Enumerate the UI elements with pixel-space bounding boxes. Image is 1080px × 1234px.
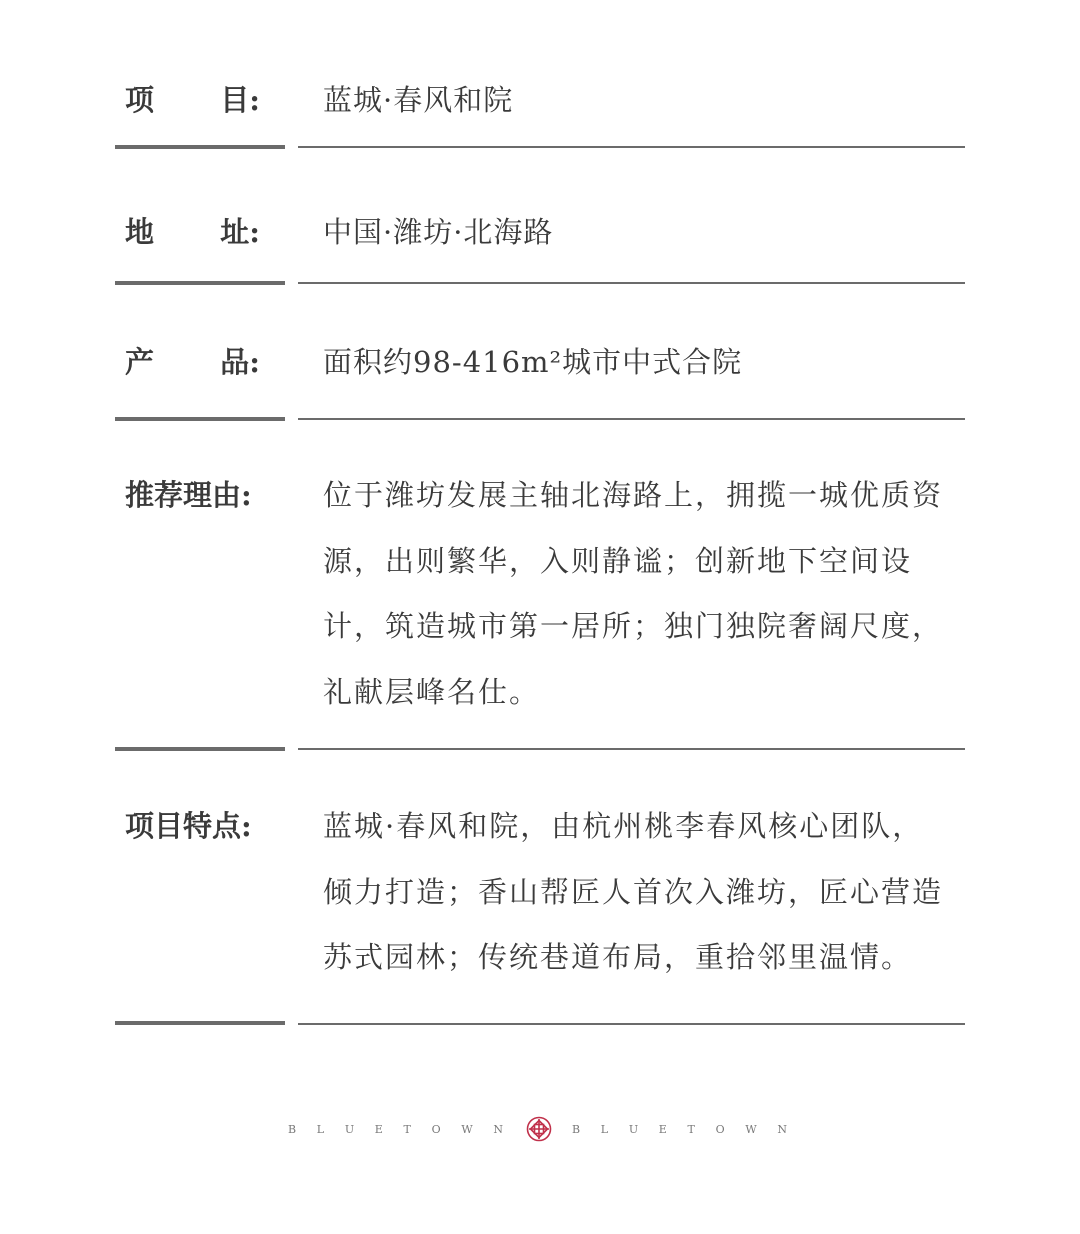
divider-right [298,748,965,750]
row-value: 蓝城·春风和院，由杭州桃李春风核心团队，倾力打造；香山帮匠人首次入潍坊，匠心营造苏式园林；传统巷道布局，重拾邻里温情。 [323,809,944,974]
label-char: 产 [125,345,155,379]
footer-letter: B [572,1123,581,1136]
footer-letter: B [288,1123,297,1136]
footer-letter: L [600,1123,609,1136]
label-char: 址: [220,215,260,249]
divider-left [115,747,285,751]
footer-brand-left [288,1123,503,1136]
row-label [125,80,260,120]
row-label: 项目特点: [125,809,252,843]
divider-right [298,1023,965,1025]
divider-left [115,1021,285,1025]
row-value: 面积约98-416m²城市中式合院 [323,345,743,379]
footer-letter: T [403,1123,411,1136]
footer-letter: W [745,1123,757,1136]
label-char: 品: [220,345,260,379]
row-value: 中国·潍坊·北海路 [323,215,554,249]
divider-left [115,145,285,149]
footer-letter: E [374,1123,383,1136]
footer-letter: U [344,1123,355,1136]
footer-letter: T [687,1123,695,1136]
divider-left [115,281,285,285]
footer-brand-right [572,1123,787,1136]
row-label [125,212,260,252]
divider-right [298,282,965,284]
footer-letter: W [461,1123,473,1136]
label-char: 项 [125,83,155,117]
footer-letter: O [431,1123,441,1136]
footer-letter: U [628,1123,639,1136]
divider-right [298,146,965,148]
footer-letter: O [715,1123,725,1136]
footer-letter: E [658,1123,667,1136]
knot-logo-icon [526,1116,552,1142]
row-value: 蓝城·春风和院 [323,83,514,117]
footer-letter: L [316,1123,325,1136]
footer-brand [0,1112,1080,1146]
label-char: 地 [125,215,155,249]
footer-letter: N [493,1123,503,1136]
row-label: 推荐理由: [125,478,252,512]
divider-right [298,418,965,420]
label-char: 目: [220,83,260,117]
divider-left [115,417,285,421]
row-label [125,342,260,382]
row-value: 位于潍坊发展主轴北海路上，拥揽一城优质资源，出则繁华，入则静谧；创新地下空间设计，筑造城市第一居所；独门独院奢阔尺度，礼献层峰名仕。 [323,478,944,709]
footer-letter: N [777,1123,787,1136]
